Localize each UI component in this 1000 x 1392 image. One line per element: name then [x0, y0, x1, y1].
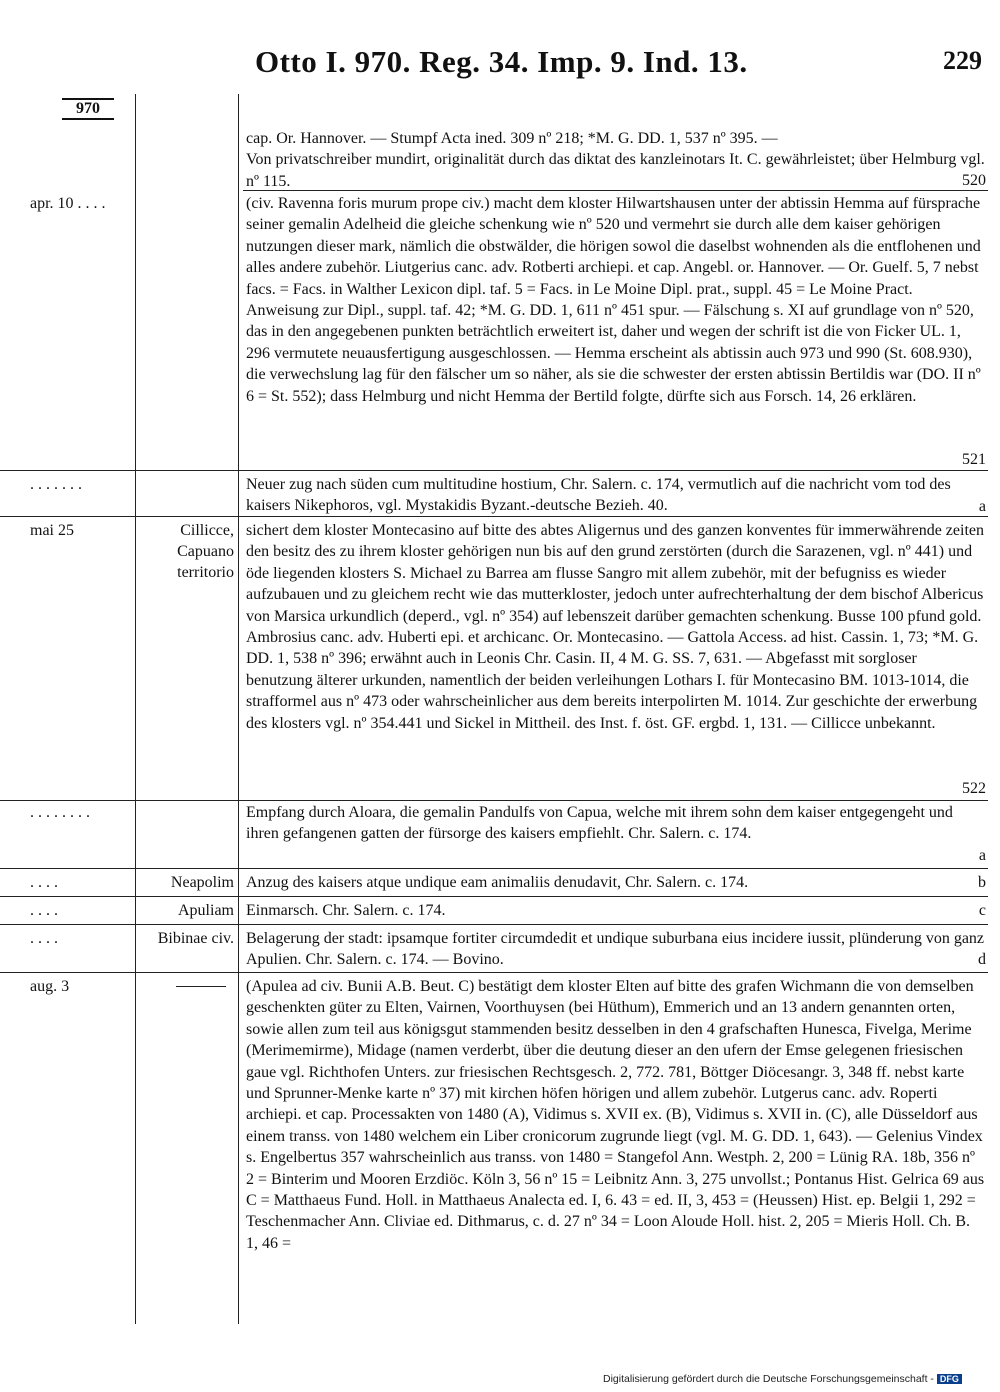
- entry-text: Empfang durch Aloara, die gemalin Pandulfs von Capua, welche mit ihrem sohn dem kaiser entgegengeht und ihren gefangenen gatten der fürsorge des kaisers empfiehlt. Chr. Salern. c. 174.: [246, 804, 953, 843]
- entry-date: . . . .: [30, 874, 58, 891]
- page-number: 229: [943, 46, 982, 75]
- entry-number: 520: [962, 172, 986, 189]
- footer-credit: [603, 1373, 962, 1385]
- entry-date: . . . .: [30, 902, 58, 919]
- footer-text: Digitalisierung gefördert durch die Deutsche Forschungsgemeinschaft -: [603, 1373, 934, 1385]
- place-dash: [176, 986, 226, 987]
- entry-text: Anzug des kaisers atque undique eam animaliis denudavit, Chr. Salern. c. 174.: [246, 874, 749, 891]
- year-marker: 970: [62, 98, 114, 120]
- entry-text: Belagerung der stadt: ipsamque fortiter circumdedit et undique suburbana eius incidere iussit, plünderung von ganz Apulien. Chr. Salern. c. 174. — Bovino.: [246, 930, 985, 969]
- entry-divider: [0, 896, 988, 897]
- entry-number: a: [978, 498, 986, 515]
- column-separator-place: [238, 94, 239, 1324]
- entry-number: c: [978, 902, 986, 919]
- entry-date: mai 25: [30, 522, 74, 539]
- entry-text: sichert dem kloster Montecasino auf bitte des abtes Aligernus und des ganzen konventes für immerwährende zeiten den besitz des zu ihrem kloster gehörigen nun bis auf den grund zerstörten (durch die Sarazenen, vgl. nº 441) und öde liegenden klosters S. Michael zu Barrea am flusse Sangro mit allem zubehör, mit der befugniss es wieder aufzubauen und zu gleichem recht wie das mutterkloster, jedoch unter aufrechterhaltung der dem bischof Albericus von Marsica urkundlich (deperd., vgl. nº 354) auf lebenszeit darüber gemachten schenkung. Busse 100 pfund gold. Ambrosius canc. adv. Huberti epi. et archicanc. Or. Montecasino. — Gattola Access. ad hist. Cassin. 1, 73; *M. G. DD. 1, 538 nº 396; erwähnt auch in Leonis Chr. Casin. II, 4 M. G. SS. 7, 631. — Abgefasst mit sorgloser benutzung älterer urkunden, namentlich der beiden verleihungen Lothars I. für Montecasino BM. 1013-1014, die strafformel aus nº 473 oder wahrscheinlicher aus dem bereits interpolirten M. 1014. Zur geschichte der erwerbung des klosters vgl. nº 354.441 und Sickel in Mittheil. des Inst. f. öst. GF. ergbd. 1, 131. — Cillicce unbekannt.: [246, 522, 984, 732]
- entry-date: aug. 3: [30, 978, 70, 995]
- entry-divider: [0, 470, 988, 471]
- entry-divider: [0, 868, 988, 869]
- entry-number: 521: [962, 451, 986, 468]
- entry-divider: [0, 516, 988, 517]
- entry-number: 522: [962, 780, 986, 797]
- entry-text: cap. Or. Hannover. — Stumpf Acta ined. 309 nº 218; *M. G. DD. 1, 537 nº 395. — Von privatschreiber mundirt, originalität durch das diktat des kanzleinotars It. C. gewährleistet; über Helmburg vgl. nº 115.: [246, 130, 985, 190]
- entry-divider: [243, 190, 988, 191]
- entry-divider: [0, 972, 988, 973]
- page-header: [0, 44, 1000, 84]
- entry-divider: [0, 924, 988, 925]
- entry-place: Bibinae civ.: [157, 930, 234, 947]
- entry-date: . . . . . . . .: [30, 804, 90, 821]
- entry-place: Neapolim: [170, 874, 234, 891]
- entry-text: Einmarsch. Chr. Salern. c. 174.: [246, 902, 446, 919]
- entry-date: . . . . . . .: [30, 476, 82, 493]
- entry-text: (Apulea ad civ. Bunii A.B. Beut. C) bestätigt dem kloster Elten auf bitte des grafen Wichmann die von demselben geschenkten güter zu Elten, Vairnen, Voorthuysen (bei Hüthum), Emmerich und an 13 andern genannten orten, sowie allen zum teil aus königsgut stammenden besitz desselben in den 4 grafschaften Hunesca, Fivelga, Merime (Merimemirme), Midage (namen verderbt, über die deutung dieser an den ufern der Emse gelegenen friesischen gaue vgl. Richthofen Unters. zur friesischen Rechtsgesch. 2, 772. 781, Böttger Diöcesangr. 3, 348 ff. nebst karte und Sprunner-Menke karte nº 37) mit kirchen höfen hörigen und allem zubehör. Lutgerus canc. adv. Roperti archiepi. et cap. Processakten von 1480 (A), Vidimus s. XVII ex. (B), Vidimus s. XVII in. (C), alle Düsseldorf aus einem transs. von 1480 welchem ein Liber cronicorum zugrunde liegt (vgl. M. G. DD. 1, 643). — Gelenius Vindex s. Engelbertus 357 wahrscheinlich aus transs. von 1480 = Stangefol Ann. Westph. 2, 200 = Lünig RA. 18b, 356 nº 2 = Binterim und Mooren Erzdiöc. Köln 3, 56 nº 15 = Leibnitz Ann. 3, 275 unvollst.; Pontanus Hist. Gelrica 69 aus C = Matthaeus Fund. Holl. in Matthaeus Analecta ed. I, 6. 43 = ed. II, 3, 453 = (Heussen) Hist. ep. Belgii 1, 292 = Teschenmacher Ann. Cliviae ed. Dithmarus, c. d. 27 nº 34 = Loon Aloude Holl. hist. 2, 205 = Mieris Holl. Ch. B. 1, 46 =: [246, 978, 985, 1252]
- entry-date: . . . .: [30, 930, 58, 947]
- entry-text: Neuer zug nach süden cum multitudine hostium, Chr. Salern. c. 174, vermutlich auf die nachricht vom tod des kaisers Nikephoros, vgl. Mystakidis Byzant.-deutsche Bezieh. 40.: [246, 476, 951, 515]
- entry-number: d: [978, 951, 986, 968]
- entry-text: (civ. Ravenna foris murum prope civ.) macht dem kloster Hilwartshausen unter der abtissin Hemma auf fürsprache seiner gemalin Adelheid die gleiche schenkung wie nº 520 und vermehrt sie durch alle dem kaiser gehörigen nutzungen dieser mark, nämlich die obstwälder, die hörigen sowol die daselbst wohnenden als die entflohenen und alles andere zubehör. Liutgerius canc. adv. Rotberti archiepi. et cap. Angebl. or. Hannover. — Or. Guelf. 5, 7 nebst facs. = Facs. in Walther Lexicon dipl. taf. 5 = Facs. in Le Moine Dipl. prat., suppl. 45 = Le Moine Pract. Anweisung zur Dipl., suppl. taf. 42; *M. G. DD. 1, 611 nº 451 spur. — Fälschung s. XI auf grundlage von nº 520, das in den angegebenen punkten beträchtlich erweitert ist, daher und wegen der schrift ist die von Ficker UL. 1, 296 vermutete neuausfertigung ausgeschlossen. — Hemma erscheint als abtissin auch 973 und 990 (St. 608.930), die verwechslung lag für den fälscher um so näher, als sie die schwester der ersten abtissin Bertildis war (DO. II nº 6 = St. 552); dass Helmburg und nicht Hemma der Bertild folgte, dürfte sich aus Forsch. 14, 26 erklären.: [246, 195, 981, 405]
- entry-divider: [0, 800, 988, 801]
- dfg-logo: DFG: [937, 1374, 962, 1384]
- entry-number: b: [978, 874, 986, 891]
- entry-number: a: [978, 847, 986, 864]
- entry-place: Apuliam: [178, 902, 234, 919]
- running-title: Otto I. 970. Reg. 34. Imp. 9. Ind. 13.: [255, 44, 748, 79]
- column-separator-date: [135, 94, 136, 1324]
- entry-place: Cillicce, Capuano territorio: [177, 522, 234, 581]
- entry-date: apr. 10 . . . .: [30, 195, 106, 212]
